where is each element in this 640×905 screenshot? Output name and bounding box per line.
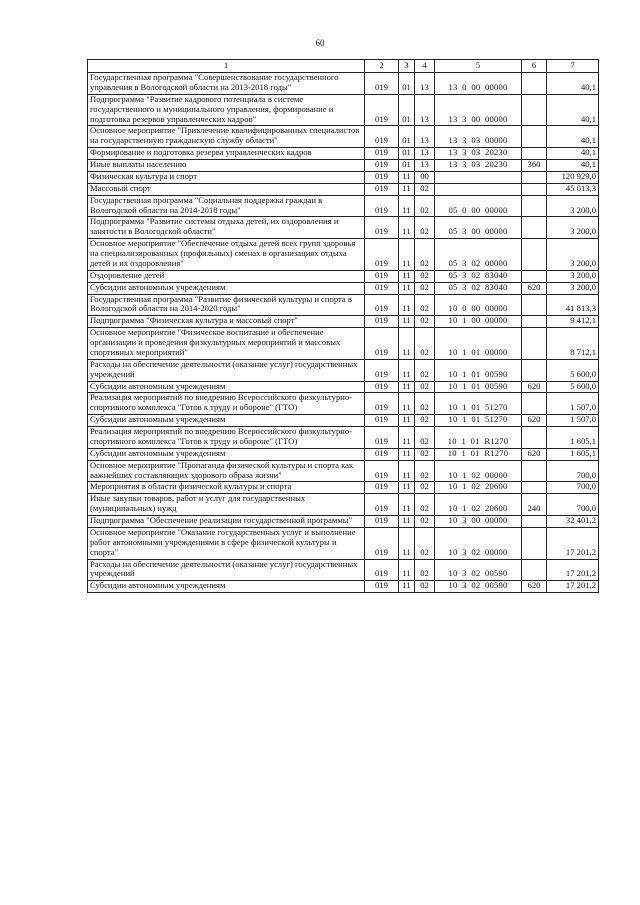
section-code-cell: 01 bbox=[399, 73, 415, 95]
target-article-cell: 13 3 03 20230 bbox=[435, 148, 522, 160]
expense-type-cell: 240 bbox=[522, 494, 547, 516]
subsection-code-cell: 02 bbox=[415, 581, 435, 593]
target-article-cell: 10 3 02 00000 bbox=[435, 527, 522, 559]
subsection-code-cell: 13 bbox=[415, 73, 435, 95]
table-row bbox=[88, 282, 599, 294]
grbs-code-cell: 019 bbox=[365, 148, 399, 160]
target-article-cell bbox=[435, 171, 522, 183]
section-code-cell: 11 bbox=[399, 316, 415, 328]
table-row bbox=[88, 581, 599, 593]
grbs-code-cell: 019 bbox=[365, 381, 399, 393]
grbs-code-cell: 019 bbox=[365, 393, 399, 415]
target-article-cell: 05 3 02 83040 bbox=[435, 270, 522, 282]
grbs-code-cell: 019 bbox=[365, 494, 399, 516]
row-name-cell: Формирование и подготовка резерва управленческих кадров bbox=[88, 148, 365, 160]
subsection-code-cell: 02 bbox=[415, 559, 435, 581]
table-row bbox=[88, 427, 599, 449]
subsection-code-cell: 02 bbox=[415, 415, 435, 427]
table-row bbox=[88, 239, 599, 271]
table-row bbox=[88, 126, 599, 148]
row-name-cell: Основное мероприятие "Обеспечение отдыха детей всех групп здоровья на специализированных (профильных) сменах в организациях отдыха детей и их оздоровления" bbox=[88, 239, 365, 271]
table-body bbox=[88, 73, 599, 593]
expense-type-cell: 620 bbox=[522, 381, 547, 393]
target-article-cell: 13 3 00 00000 bbox=[435, 94, 522, 126]
amount-cell: 120 929,0 bbox=[547, 171, 599, 183]
target-article-cell: 10 1 02 20600 bbox=[435, 482, 522, 494]
target-article-cell bbox=[435, 183, 522, 195]
grbs-code-cell: 019 bbox=[365, 581, 399, 593]
subsection-code-cell: 02 bbox=[415, 217, 435, 239]
row-name-cell: Подпрограмма "Обеспечение реализации государственной программы" bbox=[88, 516, 365, 528]
section-code-cell: 11 bbox=[399, 217, 415, 239]
section-code-cell: 11 bbox=[399, 328, 415, 360]
row-name-cell: Расходы на обеспечение деятельности (оказание услуг) государственных учреждений bbox=[88, 559, 365, 581]
subsection-code-cell: 02 bbox=[415, 183, 435, 195]
row-name-cell: Мероприятия в области физической культуры и спорта bbox=[88, 482, 365, 494]
target-article-cell: 10 1 01 R1270 bbox=[435, 427, 522, 449]
subsection-code-cell: 02 bbox=[415, 282, 435, 294]
table-row bbox=[88, 516, 599, 528]
expense-type-cell bbox=[522, 294, 547, 316]
expense-type-cell: 620 bbox=[522, 415, 547, 427]
section-code-cell: 11 bbox=[399, 239, 415, 271]
section-code-cell: 11 bbox=[399, 294, 415, 316]
amount-cell: 17 201,2 bbox=[547, 527, 599, 559]
amount-cell: 700,0 bbox=[547, 460, 599, 482]
subsection-code-cell: 02 bbox=[415, 393, 435, 415]
expense-type-cell: 620 bbox=[522, 282, 547, 294]
expense-type-cell bbox=[522, 171, 547, 183]
table-row bbox=[88, 73, 599, 95]
target-article-cell: 10 3 02 00590 bbox=[435, 581, 522, 593]
amount-cell: 1 605,1 bbox=[547, 427, 599, 449]
amount-cell: 32 401,2 bbox=[547, 516, 599, 528]
row-name-cell: Государственная программа "Социальная поддержка граждан в Вологодской области на 2014-2018 годы" bbox=[88, 195, 365, 217]
grbs-code-cell: 019 bbox=[365, 126, 399, 148]
target-article-cell: 10 1 01 00590 bbox=[435, 381, 522, 393]
expense-type-cell: 620 bbox=[522, 448, 547, 460]
grbs-code-cell: 019 bbox=[365, 482, 399, 494]
subsection-code-cell: 02 bbox=[415, 359, 435, 381]
table-row bbox=[88, 393, 599, 415]
amount-cell: 1 507,0 bbox=[547, 393, 599, 415]
page-number: 60 bbox=[315, 38, 325, 48]
table-row bbox=[88, 160, 599, 172]
row-name-cell: Расходы на обеспечение деятельности (оказание услуг) государственных учреждений bbox=[88, 359, 365, 381]
column-header: 1 bbox=[88, 60, 365, 73]
amount-cell: 3 200,0 bbox=[547, 217, 599, 239]
expense-type-cell bbox=[522, 239, 547, 271]
amount-cell: 3 200,0 bbox=[547, 270, 599, 282]
table-row bbox=[88, 328, 599, 360]
section-code-cell: 01 bbox=[399, 94, 415, 126]
subsection-code-cell: 02 bbox=[415, 427, 435, 449]
target-article-cell: 05 3 00 00000 bbox=[435, 217, 522, 239]
row-name-cell: Реализация мероприятий по внедрению Всероссийского физкультурно-спортивного комплекса "Готов к труду и обороне" (ГТО) bbox=[88, 427, 365, 449]
subsection-code-cell: 13 bbox=[415, 94, 435, 126]
table-row bbox=[88, 217, 599, 239]
row-name-cell: Основное мероприятие "Физическое воспитание и обеспечение организации и проведения физкультурных мероприятий и массовых спортивных мероприятий" bbox=[88, 328, 365, 360]
section-code-cell: 11 bbox=[399, 359, 415, 381]
row-name-cell: Основное мероприятие "Оказание государственных услуг и выполнение работ автономными учреждениями в сфере физической культуры и спорта" bbox=[88, 527, 365, 559]
section-code-cell: 11 bbox=[399, 195, 415, 217]
grbs-code-cell: 019 bbox=[365, 316, 399, 328]
table-row bbox=[88, 94, 599, 126]
amount-cell: 40,1 bbox=[547, 148, 599, 160]
table-row bbox=[88, 527, 599, 559]
grbs-code-cell: 019 bbox=[365, 160, 399, 172]
subsection-code-cell: 02 bbox=[415, 527, 435, 559]
subsection-code-cell: 02 bbox=[415, 460, 435, 482]
target-article-cell: 10 3 02 00590 bbox=[435, 559, 522, 581]
column-header: 4 bbox=[415, 60, 435, 73]
grbs-code-cell: 019 bbox=[365, 270, 399, 282]
section-code-cell: 11 bbox=[399, 559, 415, 581]
row-name-cell: Реализация мероприятий по внедрению Всероссийского физкультурно-спортивного комплекса "Готов к труду и обороне" (ГТО) bbox=[88, 393, 365, 415]
table-row bbox=[88, 482, 599, 494]
expense-type-cell bbox=[522, 393, 547, 415]
section-code-cell: 11 bbox=[399, 270, 415, 282]
section-code-cell: 11 bbox=[399, 494, 415, 516]
grbs-code-cell: 019 bbox=[365, 328, 399, 360]
expense-type-cell bbox=[522, 217, 547, 239]
section-code-cell: 11 bbox=[399, 171, 415, 183]
table-row bbox=[88, 270, 599, 282]
expense-type-cell bbox=[522, 559, 547, 581]
row-name-cell: Субсидии автономным учреждениям bbox=[88, 581, 365, 593]
target-article-cell: 05 0 00 00000 bbox=[435, 195, 522, 217]
grbs-code-cell: 019 bbox=[365, 427, 399, 449]
grbs-code-cell: 019 bbox=[365, 73, 399, 95]
grbs-code-cell: 019 bbox=[365, 282, 399, 294]
subsection-code-cell: 02 bbox=[415, 448, 435, 460]
row-name-cell: Государственная программа "Развитие физической культуры и спорта в Вологодской области на 2014-2020 годы" bbox=[88, 294, 365, 316]
grbs-code-cell: 019 bbox=[365, 415, 399, 427]
subsection-code-cell: 02 bbox=[415, 516, 435, 528]
amount-cell: 17 201,2 bbox=[547, 581, 599, 593]
subsection-code-cell: 02 bbox=[415, 294, 435, 316]
grbs-code-cell: 019 bbox=[365, 294, 399, 316]
grbs-code-cell: 019 bbox=[365, 183, 399, 195]
row-name-cell: Оздоровление детей bbox=[88, 270, 365, 282]
row-name-cell: Субсидии автономным учреждениям bbox=[88, 282, 365, 294]
row-name-cell: Субсидии автономным учреждениям bbox=[88, 415, 365, 427]
target-article-cell: 10 1 00 00000 bbox=[435, 316, 522, 328]
subsection-code-cell: 02 bbox=[415, 270, 435, 282]
target-article-cell: 10 3 00 00000 bbox=[435, 516, 522, 528]
expense-type-cell bbox=[522, 126, 547, 148]
table-row bbox=[88, 381, 599, 393]
expense-type-cell bbox=[522, 316, 547, 328]
section-code-cell: 11 bbox=[399, 415, 415, 427]
grbs-code-cell: 019 bbox=[365, 460, 399, 482]
expense-type-cell bbox=[522, 94, 547, 126]
amount-cell: 9 412,1 bbox=[547, 316, 599, 328]
amount-cell: 700,0 bbox=[547, 482, 599, 494]
row-name-cell: Субсидии автономным учреждениям bbox=[88, 381, 365, 393]
row-name-cell: Подпрограмма "Физическая культура и массовый спорт" bbox=[88, 316, 365, 328]
column-header: 5 bbox=[435, 60, 522, 73]
expense-type-cell bbox=[522, 270, 547, 282]
table-row bbox=[88, 460, 599, 482]
amount-cell: 40,1 bbox=[547, 73, 599, 95]
table-row bbox=[88, 183, 599, 195]
target-article-cell: 10 1 02 20600 bbox=[435, 494, 522, 516]
amount-cell: 3 200,0 bbox=[547, 195, 599, 217]
grbs-code-cell: 019 bbox=[365, 516, 399, 528]
amount-cell: 8 712,1 bbox=[547, 328, 599, 360]
subsection-code-cell: 02 bbox=[415, 328, 435, 360]
section-code-cell: 11 bbox=[399, 393, 415, 415]
amount-cell: 40,1 bbox=[547, 94, 599, 126]
target-article-cell: 10 1 01 00590 bbox=[435, 359, 522, 381]
table-row bbox=[88, 559, 599, 581]
amount-cell: 700,0 bbox=[547, 494, 599, 516]
expense-type-cell bbox=[522, 73, 547, 95]
grbs-code-cell: 019 bbox=[365, 239, 399, 271]
table-row bbox=[88, 316, 599, 328]
subsection-code-cell: 13 bbox=[415, 126, 435, 148]
subsection-code-cell: 13 bbox=[415, 148, 435, 160]
amount-cell: 1 605,1 bbox=[547, 448, 599, 460]
amount-cell: 40,1 bbox=[547, 126, 599, 148]
section-code-cell: 11 bbox=[399, 516, 415, 528]
subsection-code-cell: 02 bbox=[415, 494, 435, 516]
target-article-cell: 13 0 00 00000 bbox=[435, 73, 522, 95]
grbs-code-cell: 019 bbox=[365, 448, 399, 460]
target-article-cell: 10 1 01 51270 bbox=[435, 415, 522, 427]
amount-cell: 5 600,0 bbox=[547, 359, 599, 381]
section-code-cell: 11 bbox=[399, 381, 415, 393]
section-code-cell: 11 bbox=[399, 482, 415, 494]
grbs-code-cell: 019 bbox=[365, 559, 399, 581]
subsection-code-cell: 02 bbox=[415, 195, 435, 217]
row-name-cell: Подпрограмма "Развитие кадрового потенциала в системе государственного и муниципального управления, формирование и подготовка резервов управленческих кадров" bbox=[88, 94, 365, 126]
section-code-cell: 11 bbox=[399, 427, 415, 449]
expense-type-cell bbox=[522, 482, 547, 494]
table-row bbox=[88, 448, 599, 460]
subsection-code-cell: 02 bbox=[415, 316, 435, 328]
target-article-cell: 10 1 01 R1270 bbox=[435, 448, 522, 460]
row-name-cell: Массовый спорт bbox=[88, 183, 365, 195]
section-code-cell: 01 bbox=[399, 148, 415, 160]
expense-type-cell bbox=[522, 183, 547, 195]
target-article-cell: 05 3 02 83040 bbox=[435, 282, 522, 294]
amount-cell: 45 013,3 bbox=[547, 183, 599, 195]
section-code-cell: 11 bbox=[399, 460, 415, 482]
amount-cell: 3 200,0 bbox=[547, 239, 599, 271]
section-code-cell: 11 bbox=[399, 183, 415, 195]
grbs-code-cell: 019 bbox=[365, 217, 399, 239]
row-name-cell: Подпрограмма "Развитие системы отдыха детей, их оздоровления и занятости в Вологодской области" bbox=[88, 217, 365, 239]
expense-type-cell bbox=[522, 195, 547, 217]
grbs-code-cell: 019 bbox=[365, 359, 399, 381]
subsection-code-cell: 13 bbox=[415, 160, 435, 172]
subsection-code-cell: 00 bbox=[415, 171, 435, 183]
row-name-cell: Субсидии автономным учреждениям bbox=[88, 448, 365, 460]
section-code-cell: 01 bbox=[399, 126, 415, 148]
amount-cell: 41 813,3 bbox=[547, 294, 599, 316]
table-row bbox=[88, 494, 599, 516]
target-article-cell: 10 1 02 00000 bbox=[435, 460, 522, 482]
section-code-cell: 11 bbox=[399, 282, 415, 294]
column-header: 2 bbox=[365, 60, 399, 73]
section-code-cell: 01 bbox=[399, 160, 415, 172]
amount-cell: 5 600,0 bbox=[547, 381, 599, 393]
section-code-cell: 11 bbox=[399, 527, 415, 559]
target-article-cell: 10 1 01 51270 bbox=[435, 393, 522, 415]
section-code-cell: 11 bbox=[399, 581, 415, 593]
row-name-cell: Государственная программа "Совершенствование государственного управления в Вологодской области на 2013-2018 годы" bbox=[88, 73, 365, 95]
row-name-cell: Основное мероприятие "Пропаганда физической культуры и спорта как важнейших составляющих здорового образа жизни" bbox=[88, 460, 365, 482]
table-row bbox=[88, 415, 599, 427]
expense-type-cell bbox=[522, 460, 547, 482]
row-name-cell: Иные закупки товаров, работ и услуг для государственных (муниципальных) нужд bbox=[88, 494, 365, 516]
target-article-cell: 05 3 02 00000 bbox=[435, 239, 522, 271]
expense-type-cell bbox=[522, 427, 547, 449]
target-article-cell: 10 1 01 00000 bbox=[435, 328, 522, 360]
table-row bbox=[88, 294, 599, 316]
amount-cell: 3 200,0 bbox=[547, 282, 599, 294]
grbs-code-cell: 019 bbox=[365, 195, 399, 217]
table-row bbox=[88, 171, 599, 183]
subsection-code-cell: 02 bbox=[415, 381, 435, 393]
column-header: 6 bbox=[522, 60, 547, 73]
target-article-cell: 10 0 00 00000 bbox=[435, 294, 522, 316]
amount-cell: 40,1 bbox=[547, 160, 599, 172]
grbs-code-cell: 019 bbox=[365, 527, 399, 559]
expense-type-cell: 620 bbox=[522, 581, 547, 593]
expense-type-cell bbox=[522, 359, 547, 381]
target-article-cell: 13 3 03 20230 bbox=[435, 160, 522, 172]
expense-type-cell bbox=[522, 328, 547, 360]
subsection-code-cell: 02 bbox=[415, 239, 435, 271]
row-name-cell: Основное мероприятие "Привлечение квалифицированных специалистов на государственную гражданскую службу области" bbox=[88, 126, 365, 148]
amount-cell: 17 201,2 bbox=[547, 559, 599, 581]
expense-type-cell bbox=[522, 527, 547, 559]
column-number-row bbox=[88, 60, 599, 73]
section-code-cell: 11 bbox=[399, 448, 415, 460]
expense-type-cell bbox=[522, 148, 547, 160]
row-name-cell: Физическая культура и спорт bbox=[88, 171, 365, 183]
grbs-code-cell: 019 bbox=[365, 171, 399, 183]
expense-type-cell: 360 bbox=[522, 160, 547, 172]
column-header: 7 bbox=[547, 60, 599, 73]
expense-type-cell bbox=[522, 516, 547, 528]
grbs-code-cell: 019 bbox=[365, 94, 399, 126]
budget-table bbox=[87, 59, 599, 593]
column-header: 3 bbox=[399, 60, 415, 73]
table-row bbox=[88, 359, 599, 381]
subsection-code-cell: 02 bbox=[415, 482, 435, 494]
row-name-cell: Иные выплаты населению bbox=[88, 160, 365, 172]
target-article-cell: 13 3 03 00000 bbox=[435, 126, 522, 148]
amount-cell: 1 507,0 bbox=[547, 415, 599, 427]
table-row bbox=[88, 148, 599, 160]
table-row bbox=[88, 195, 599, 217]
